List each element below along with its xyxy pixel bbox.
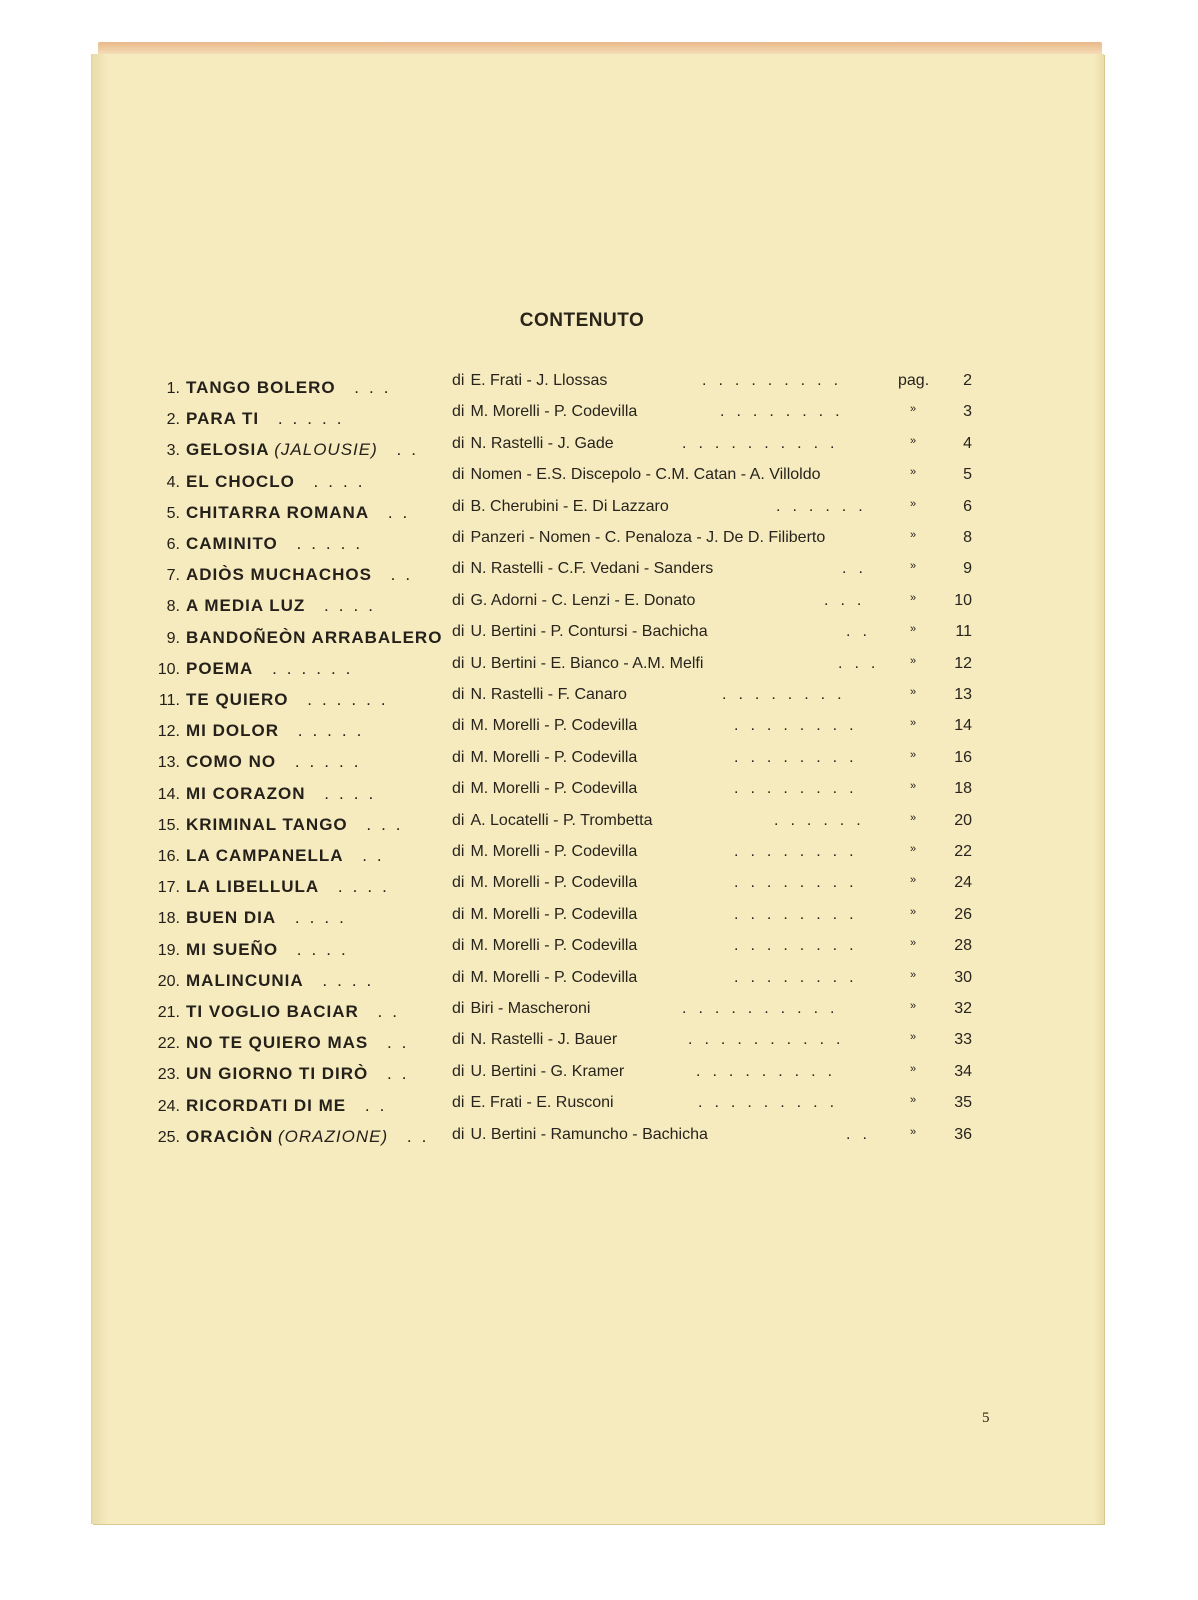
- song-title: KRIMINAL TANGO: [186, 814, 348, 834]
- dot-leader: ......: [776, 497, 875, 515]
- entry-page: 5: [963, 466, 972, 484]
- author-prefix: di: [452, 1062, 465, 1080]
- toc-author-row: [452, 372, 972, 390]
- toc-title-row: [142, 440, 442, 460]
- song-title: BUEN DIA: [186, 908, 277, 928]
- toc-author-row: [452, 623, 972, 641]
- toc-author-row: [452, 749, 972, 767]
- entry-number: 22.: [157, 1035, 180, 1053]
- song-title: EL CHOCLO: [186, 471, 295, 491]
- toc-title-row: [142, 940, 442, 960]
- entry-page: 16: [954, 748, 972, 766]
- dot-leader: ..: [381, 440, 426, 460]
- toc-author-row: [452, 937, 972, 955]
- authors: Nomen - E.S. Discepolo - C.M. Catan - A. Villoldo: [470, 466, 821, 484]
- entry-number: 8.: [166, 598, 180, 616]
- ditto-mark: »: [910, 686, 917, 698]
- toc-author-row: [452, 1031, 972, 1049]
- toc-title-row: [142, 1096, 442, 1116]
- booklet: [84, 42, 1112, 1530]
- entry-number: 11.: [158, 692, 180, 709]
- authors: M. Morelli - P. Codevilla: [470, 937, 638, 955]
- dot-leader: ....: [309, 783, 384, 803]
- ditto-mark: »: [910, 560, 917, 573]
- ditto-mark: »: [910, 717, 917, 730]
- toc-title-row: [142, 503, 442, 523]
- song-title: TE QUIERO: [186, 690, 289, 709]
- ditto-mark: »: [910, 905, 917, 918]
- dot-leader: ..........: [688, 1031, 853, 1049]
- dot-leader: .........: [696, 1062, 845, 1080]
- ditto-mark: »: [910, 497, 917, 510]
- ditto-mark: »: [910, 466, 917, 479]
- toc-title-row: [142, 752, 442, 772]
- song-title: CHITARRA ROMANA: [186, 502, 370, 522]
- dot-leader: .........: [698, 1094, 847, 1112]
- toc-title-row: [142, 409, 442, 429]
- dot-leader: ......: [257, 658, 361, 678]
- authors: M. Morelli - P. Codevilla: [470, 905, 638, 923]
- ditto-mark: »: [910, 874, 917, 887]
- dot-leader: ..: [846, 1125, 879, 1143]
- toc-author-row: [452, 1063, 972, 1081]
- dot-leader: ..: [347, 846, 392, 865]
- dot-leader: ...: [339, 378, 399, 397]
- entry-page: 9: [963, 560, 972, 578]
- authors: G. Adorni - C. Lenzi - E. Donato: [470, 591, 696, 609]
- toc-title-row: [142, 721, 442, 741]
- song-title: RICORDATI DI ME: [186, 1095, 347, 1115]
- page-label: pag.: [898, 372, 930, 389]
- dot-leader: ........: [734, 937, 866, 955]
- toc-title-row: [142, 378, 442, 398]
- author-prefix: di: [452, 623, 465, 641]
- toc-author-row: [452, 686, 972, 704]
- song-title: ADIÒS MUCHACHOS: [186, 565, 372, 585]
- dot-leader: ........: [734, 780, 866, 798]
- author-prefix: di: [452, 937, 465, 955]
- toc-author-row: [452, 906, 972, 924]
- ditto-mark: »: [910, 434, 917, 447]
- author-prefix: di: [452, 403, 465, 421]
- authors: U. Bertini - P. Contursi - Bachicha: [470, 623, 708, 641]
- authors: U. Bertini - G. Kramer: [470, 1062, 625, 1080]
- song-title: TI VOGLIO BACIAR: [186, 1002, 359, 1021]
- authors: M. Morelli - P. Codevilla: [470, 780, 638, 798]
- author-prefix: di: [452, 843, 465, 860]
- entry-page: 22: [954, 843, 972, 860]
- author-prefix: di: [452, 529, 465, 546]
- toc-title-row: [142, 534, 442, 554]
- entry-page: 33: [954, 1031, 972, 1049]
- entry-page: 18: [954, 780, 972, 798]
- toc-author-row: [452, 1126, 972, 1144]
- toc-title-row: [142, 1002, 442, 1022]
- song-title: COMO NO: [186, 752, 277, 772]
- entry-number: 21.: [157, 1004, 180, 1021]
- entry-number: 24.: [157, 1097, 180, 1115]
- entry-number: 18.: [157, 910, 180, 928]
- dot-leader: ..: [846, 623, 879, 641]
- toc-author-row: [452, 1094, 972, 1112]
- entry-page: 14: [954, 717, 972, 735]
- entry-number: 12.: [157, 723, 180, 741]
- dot-leader: ..: [350, 1095, 395, 1115]
- song-subtitle: (ORAZIONE): [278, 1126, 389, 1146]
- author-prefix: di: [452, 1125, 465, 1143]
- toc-author-row: [452, 812, 972, 830]
- ditto-mark: »: [910, 1031, 917, 1044]
- authors: M. Morelli - P. Codevilla: [470, 843, 638, 860]
- ditto-mark: »: [910, 843, 917, 855]
- entry-number: 25.: [157, 1128, 180, 1146]
- author-prefix: di: [452, 1031, 465, 1049]
- toc-title-row: [142, 1033, 442, 1053]
- ditto-mark: »: [910, 529, 917, 541]
- entry-number: 17.: [157, 879, 180, 897]
- authors: N. Rastelli - C.F. Vedani - Sanders: [470, 560, 714, 578]
- authors: A. Locatelli - P. Trombetta: [470, 811, 653, 829]
- toc-title-row: [142, 971, 442, 991]
- entry-number: 6.: [166, 536, 180, 553]
- dot-leader: ..........: [682, 434, 847, 452]
- entry-page: 6: [963, 497, 972, 515]
- song-title: PARA TI: [186, 409, 260, 429]
- song-title: ORACIÒN: [186, 1126, 274, 1146]
- toc-title-row: [142, 1127, 442, 1147]
- dot-leader: ..: [392, 1126, 437, 1146]
- ditto-mark: »: [910, 623, 917, 636]
- entry-page: 30: [954, 968, 972, 986]
- author-prefix: di: [452, 654, 465, 672]
- dot-leader: ........: [734, 717, 866, 735]
- dot-leader: ....: [298, 471, 373, 491]
- authors: M. Morelli - P. Codevilla: [470, 748, 638, 766]
- entry-page: 26: [954, 905, 972, 923]
- entry-page: 35: [954, 1094, 972, 1112]
- dot-leader: ..: [375, 565, 421, 585]
- page-number: 5: [982, 1410, 990, 1426]
- entry-number: 5.: [166, 504, 180, 522]
- toc-author-row: [452, 403, 972, 421]
- toc-author-row: [452, 466, 972, 484]
- dot-leader: ......: [774, 811, 873, 829]
- entry-number: 9.: [166, 629, 180, 647]
- entry-page: 13: [954, 686, 972, 703]
- authors: Biri - Mascheroni: [470, 1000, 591, 1017]
- entry-number: 20.: [157, 972, 180, 990]
- toc-author-row: [452, 843, 972, 861]
- song-title: LA CAMPANELLA: [186, 846, 344, 865]
- dot-leader: ....: [323, 877, 397, 897]
- dot-leader: ........: [734, 748, 866, 766]
- song-title: POEMA: [186, 658, 254, 678]
- toc-author-row: [452, 529, 972, 547]
- dot-leader: ...: [824, 591, 874, 609]
- toc-title-row: [142, 815, 442, 835]
- author-prefix: di: [452, 560, 465, 578]
- toc-title-row: [142, 659, 442, 679]
- author-prefix: di: [452, 748, 465, 766]
- ditto-mark: »: [910, 591, 917, 604]
- song-title: A MEDIA LUZ: [186, 596, 306, 616]
- author-prefix: di: [452, 874, 465, 892]
- song-title: MI SUEÑO: [186, 939, 279, 959]
- ditto-mark: »: [910, 780, 917, 793]
- toc-title-row: [142, 1064, 442, 1084]
- entry-number: 10.: [157, 660, 180, 678]
- ditto-mark: »: [910, 1094, 917, 1107]
- author-prefix: di: [452, 466, 465, 484]
- song-title: MALINCUNIA: [186, 970, 304, 990]
- ditto-mark: »: [910, 1125, 917, 1138]
- dot-leader: ........: [734, 905, 866, 923]
- ditto-mark: »: [910, 811, 917, 824]
- author-prefix: di: [452, 372, 465, 389]
- entry-page: 4: [963, 434, 972, 452]
- authors: N. Rastelli - J. Gade: [470, 434, 614, 452]
- toc-title-row: [142, 565, 442, 585]
- entry-page: 34: [954, 1062, 972, 1080]
- toc-author-row: [452, 780, 972, 798]
- authors: B. Cherubini - E. Di Lazzaro: [470, 497, 669, 515]
- entry-number: 13.: [157, 754, 180, 772]
- toc-author-row: [452, 435, 972, 453]
- entry-number: 7.: [166, 567, 180, 585]
- song-title: NO TE QUIERO MAS: [186, 1033, 369, 1053]
- song-title: MI DOLOR: [186, 721, 279, 741]
- authors: Panzeri - Nomen - C. Penaloza - J. De D. Filiberto: [470, 529, 826, 546]
- authors: M. Morelli - P. Codevilla: [470, 968, 638, 986]
- authors: M. Morelli - P. Codevilla: [470, 403, 638, 421]
- entry-page: 10: [954, 591, 972, 609]
- entry-number: 2.: [166, 411, 180, 429]
- ditto-mark: »: [910, 748, 917, 761]
- song-title: BANDOÑEÒN ARRABALERO: [186, 627, 443, 647]
- dot-leader: ........: [734, 968, 866, 986]
- entry-number: 14.: [157, 785, 180, 803]
- toc-title-row: [142, 596, 442, 616]
- authors: N. Rastelli - F. Canaro: [470, 686, 627, 703]
- song-title: TANGO BOLERO: [186, 378, 336, 397]
- ditto-mark: »: [910, 937, 917, 950]
- entry-number: 16.: [157, 848, 180, 865]
- dot-leader: ........: [722, 686, 854, 703]
- dot-leader: ..: [373, 502, 418, 522]
- toc-author-row: [452, 717, 972, 735]
- ditto-mark: »: [910, 654, 917, 667]
- song-title: LA LIBELLULA: [186, 877, 320, 897]
- author-prefix: di: [452, 1094, 465, 1112]
- dot-leader: ...: [838, 654, 888, 672]
- dot-leader: ...: [351, 814, 411, 834]
- entry-number: 23.: [157, 1066, 180, 1084]
- toc-author-row: [452, 592, 972, 610]
- dot-leader: ....: [309, 596, 383, 616]
- toc-author-row: [452, 969, 972, 987]
- entry-page: 3: [963, 403, 972, 421]
- authors: E. Frati - E. Rusconi: [470, 1094, 614, 1112]
- author-prefix: di: [452, 811, 465, 829]
- author-prefix: di: [452, 905, 465, 923]
- toc-author-row: [452, 498, 972, 516]
- author-prefix: di: [452, 780, 465, 798]
- authors: N. Rastelli - J. Bauer: [470, 1031, 618, 1049]
- authors: E. Frati - J. Llossas: [470, 372, 608, 389]
- dot-leader: ..: [372, 1064, 417, 1084]
- toc-author-row: [452, 655, 972, 673]
- toc-title-row: [142, 628, 442, 648]
- entry-page: 12: [954, 654, 972, 672]
- ditto-mark: »: [910, 968, 917, 981]
- song-title: UN GIORNO TI DIRÒ: [186, 1064, 369, 1084]
- entry-number: 3.: [166, 442, 180, 460]
- contents-page: [92, 54, 1104, 1524]
- entry-page: 24: [954, 874, 972, 892]
- toc-author-row: [452, 560, 972, 578]
- author-prefix: di: [452, 497, 465, 515]
- dot-leader: .....: [283, 721, 372, 741]
- song-title: GELOSIA: [186, 440, 270, 460]
- dot-leader: ..: [362, 1002, 407, 1021]
- song-title: MI CORAZON: [186, 783, 306, 803]
- entry-page: 11: [955, 623, 972, 641]
- dot-leader: ........: [734, 843, 866, 860]
- author-prefix: di: [452, 591, 465, 609]
- toc-author-row: [452, 1000, 972, 1018]
- toc-author-row: [452, 874, 972, 892]
- authors: U. Bertini - E. Bianco - A.M. Melfi: [470, 654, 704, 672]
- entry-page: 20: [954, 811, 972, 829]
- ditto-mark: »: [910, 1000, 917, 1012]
- dot-leader: .........: [702, 372, 851, 389]
- song-subtitle: (JALOUSIE): [274, 440, 378, 460]
- toc-title-row: [142, 784, 442, 804]
- entry-number: 15.: [157, 816, 180, 834]
- dot-leader: ........: [720, 403, 852, 421]
- dot-leader: ....: [307, 970, 382, 990]
- dot-leader: .....: [263, 409, 352, 429]
- entry-number: 19.: [157, 941, 180, 959]
- page-title: CONTENUTO: [519, 310, 645, 331]
- dot-leader: ....: [280, 908, 354, 928]
- toc-title-row: [142, 877, 442, 897]
- author-prefix: di: [452, 717, 465, 735]
- dot-leader: ....: [282, 939, 356, 959]
- toc-title-row: [142, 846, 442, 866]
- toc-title-row: [142, 908, 442, 928]
- table-of-contents: [92, 54, 1104, 1524]
- authors: M. Morelli - P. Codevilla: [470, 717, 638, 735]
- entry-page: 2: [963, 372, 972, 389]
- author-prefix: di: [452, 686, 465, 703]
- author-prefix: di: [452, 968, 465, 986]
- dot-leader: .....: [280, 752, 369, 772]
- entry-page: 28: [954, 937, 972, 955]
- dot-leader: ........: [734, 874, 866, 892]
- toc-title-row: [142, 472, 442, 492]
- entry-number: 4.: [166, 473, 180, 491]
- dot-leader: ......: [292, 690, 396, 709]
- entry-page: 36: [954, 1125, 972, 1143]
- author-prefix: di: [452, 1000, 465, 1017]
- entry-page: 8: [963, 529, 972, 546]
- dot-leader: ..........: [682, 1000, 847, 1017]
- song-title: CAMINITO: [186, 534, 278, 553]
- dot-leader: ..: [372, 1033, 417, 1053]
- entry-page: 32: [954, 1000, 972, 1017]
- authors: U. Bertini - Ramuncho - Bachicha: [470, 1125, 708, 1143]
- dot-leader: ..: [842, 560, 875, 578]
- dot-leader: .....: [281, 534, 371, 553]
- ditto-mark: »: [910, 403, 917, 416]
- toc-title-row: [142, 690, 442, 710]
- ditto-mark: »: [910, 1062, 917, 1075]
- author-prefix: di: [452, 434, 465, 452]
- authors: M. Morelli - P. Codevilla: [470, 874, 638, 892]
- entry-number: 1.: [166, 380, 180, 397]
